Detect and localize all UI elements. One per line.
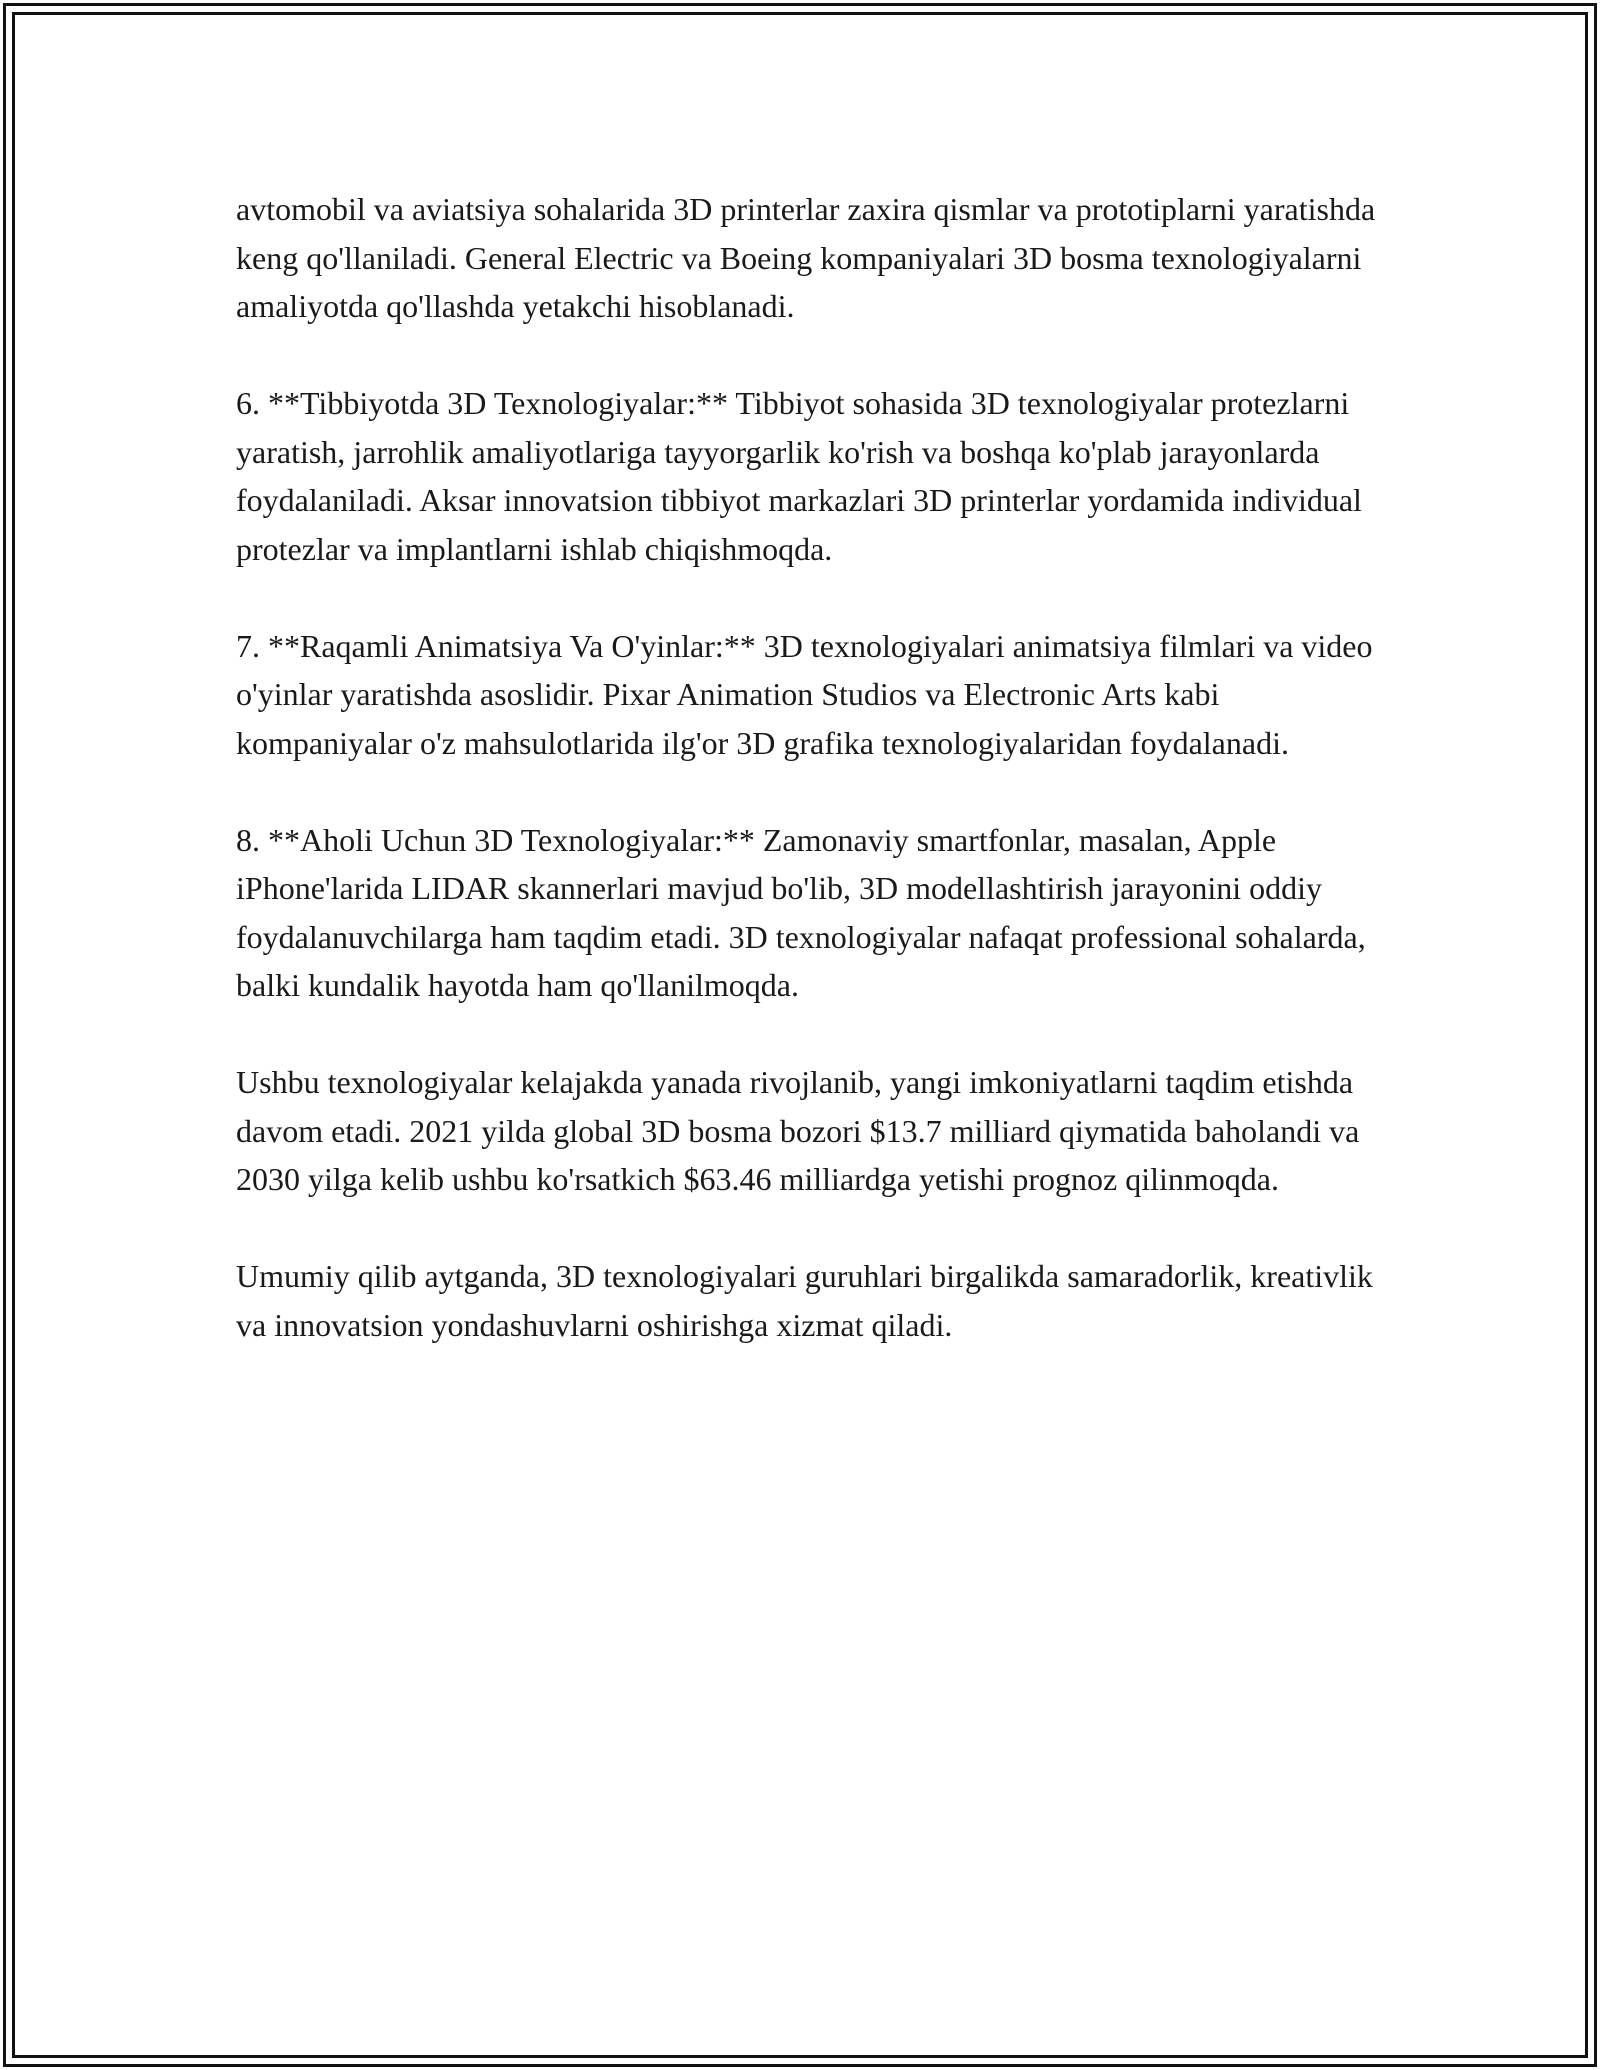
paragraph-consumer-tech: 8. **Aholi Uchun 3D Texnologiyalar:** Zamonaviy smartfonlar, masalan, Apple iPhone'larida LIDAR skannerlari mavjud bo'lib, 3D modellashtirish jarayonini oddiy foydalanuvchilarga ham taqdim etadi. 3D texnologiyalar nafaqat professional sohalarda, balki kundalik hayotda ham qo'llanilmoqda. bbox=[236, 821, 1366, 1003]
paragraph-animation-games: 7. **Raqamli Animatsiya Va O'yinlar:** 3D texnologiyalari animatsiya filmlari va video o'yinlar yaratishda asoslidir. Pixar Animation Studios va Electronic Arts kabi kompaniyalar o'z mahsulotlarida ilg'or 3D grafika texnologiyalaridan foydalanadi. bbox=[236, 627, 1373, 761]
paragraph-market-outlook: Ushbu texnologiyalar kelajakda yanada rivojlanib, yangi imkoniyatlarni taqdim etishda davom etadi. 2021 yilda global 3D bosma bozori $13.7 milliard qiymatida baholandi va 2030 yilga kelib ushbu ko'rsatkich $63.46 milliardga yetishi prognoz qilinmoqda. bbox=[236, 1064, 1360, 1197]
paragraph-conclusion: Umumiy qilib aytganda, 3D texnologiyalari guruhlari birgalikda samaradorlik, kreativlik va innovatsion yondashuvlarni oshirishga xizmat qiladi. bbox=[236, 1258, 1373, 1343]
paragraph-medicine: 6. **Tibbiyotda 3D Texnologiyalar:** Tibbiyot sohasida 3D texnologiyalar protezlarni yaratish, jarrohlik amaliyotlariga tayyorgarlik ko'rish va boshqa ko'plab jarayonlarda foydalaniladi. Aksar innovatsion tibbiyot markazlari 3D printerlar yordamida individual protezlar va implantlarni ishlab chiqishmoqda. bbox=[236, 385, 1362, 567]
paragraph-aviation-continuation: avtomobil va aviatsiya sohalarida 3D printerlar zaxira qismlar va prototiplarni yaratishda keng qo'llaniladi. General Electric va Boeing kompaniyalari 3D bosma texnologiyalarni amaliyotda qo'llashda yetakchi hisoblanadi. bbox=[236, 191, 1376, 324]
document-body bbox=[236, 185, 1386, 1398]
